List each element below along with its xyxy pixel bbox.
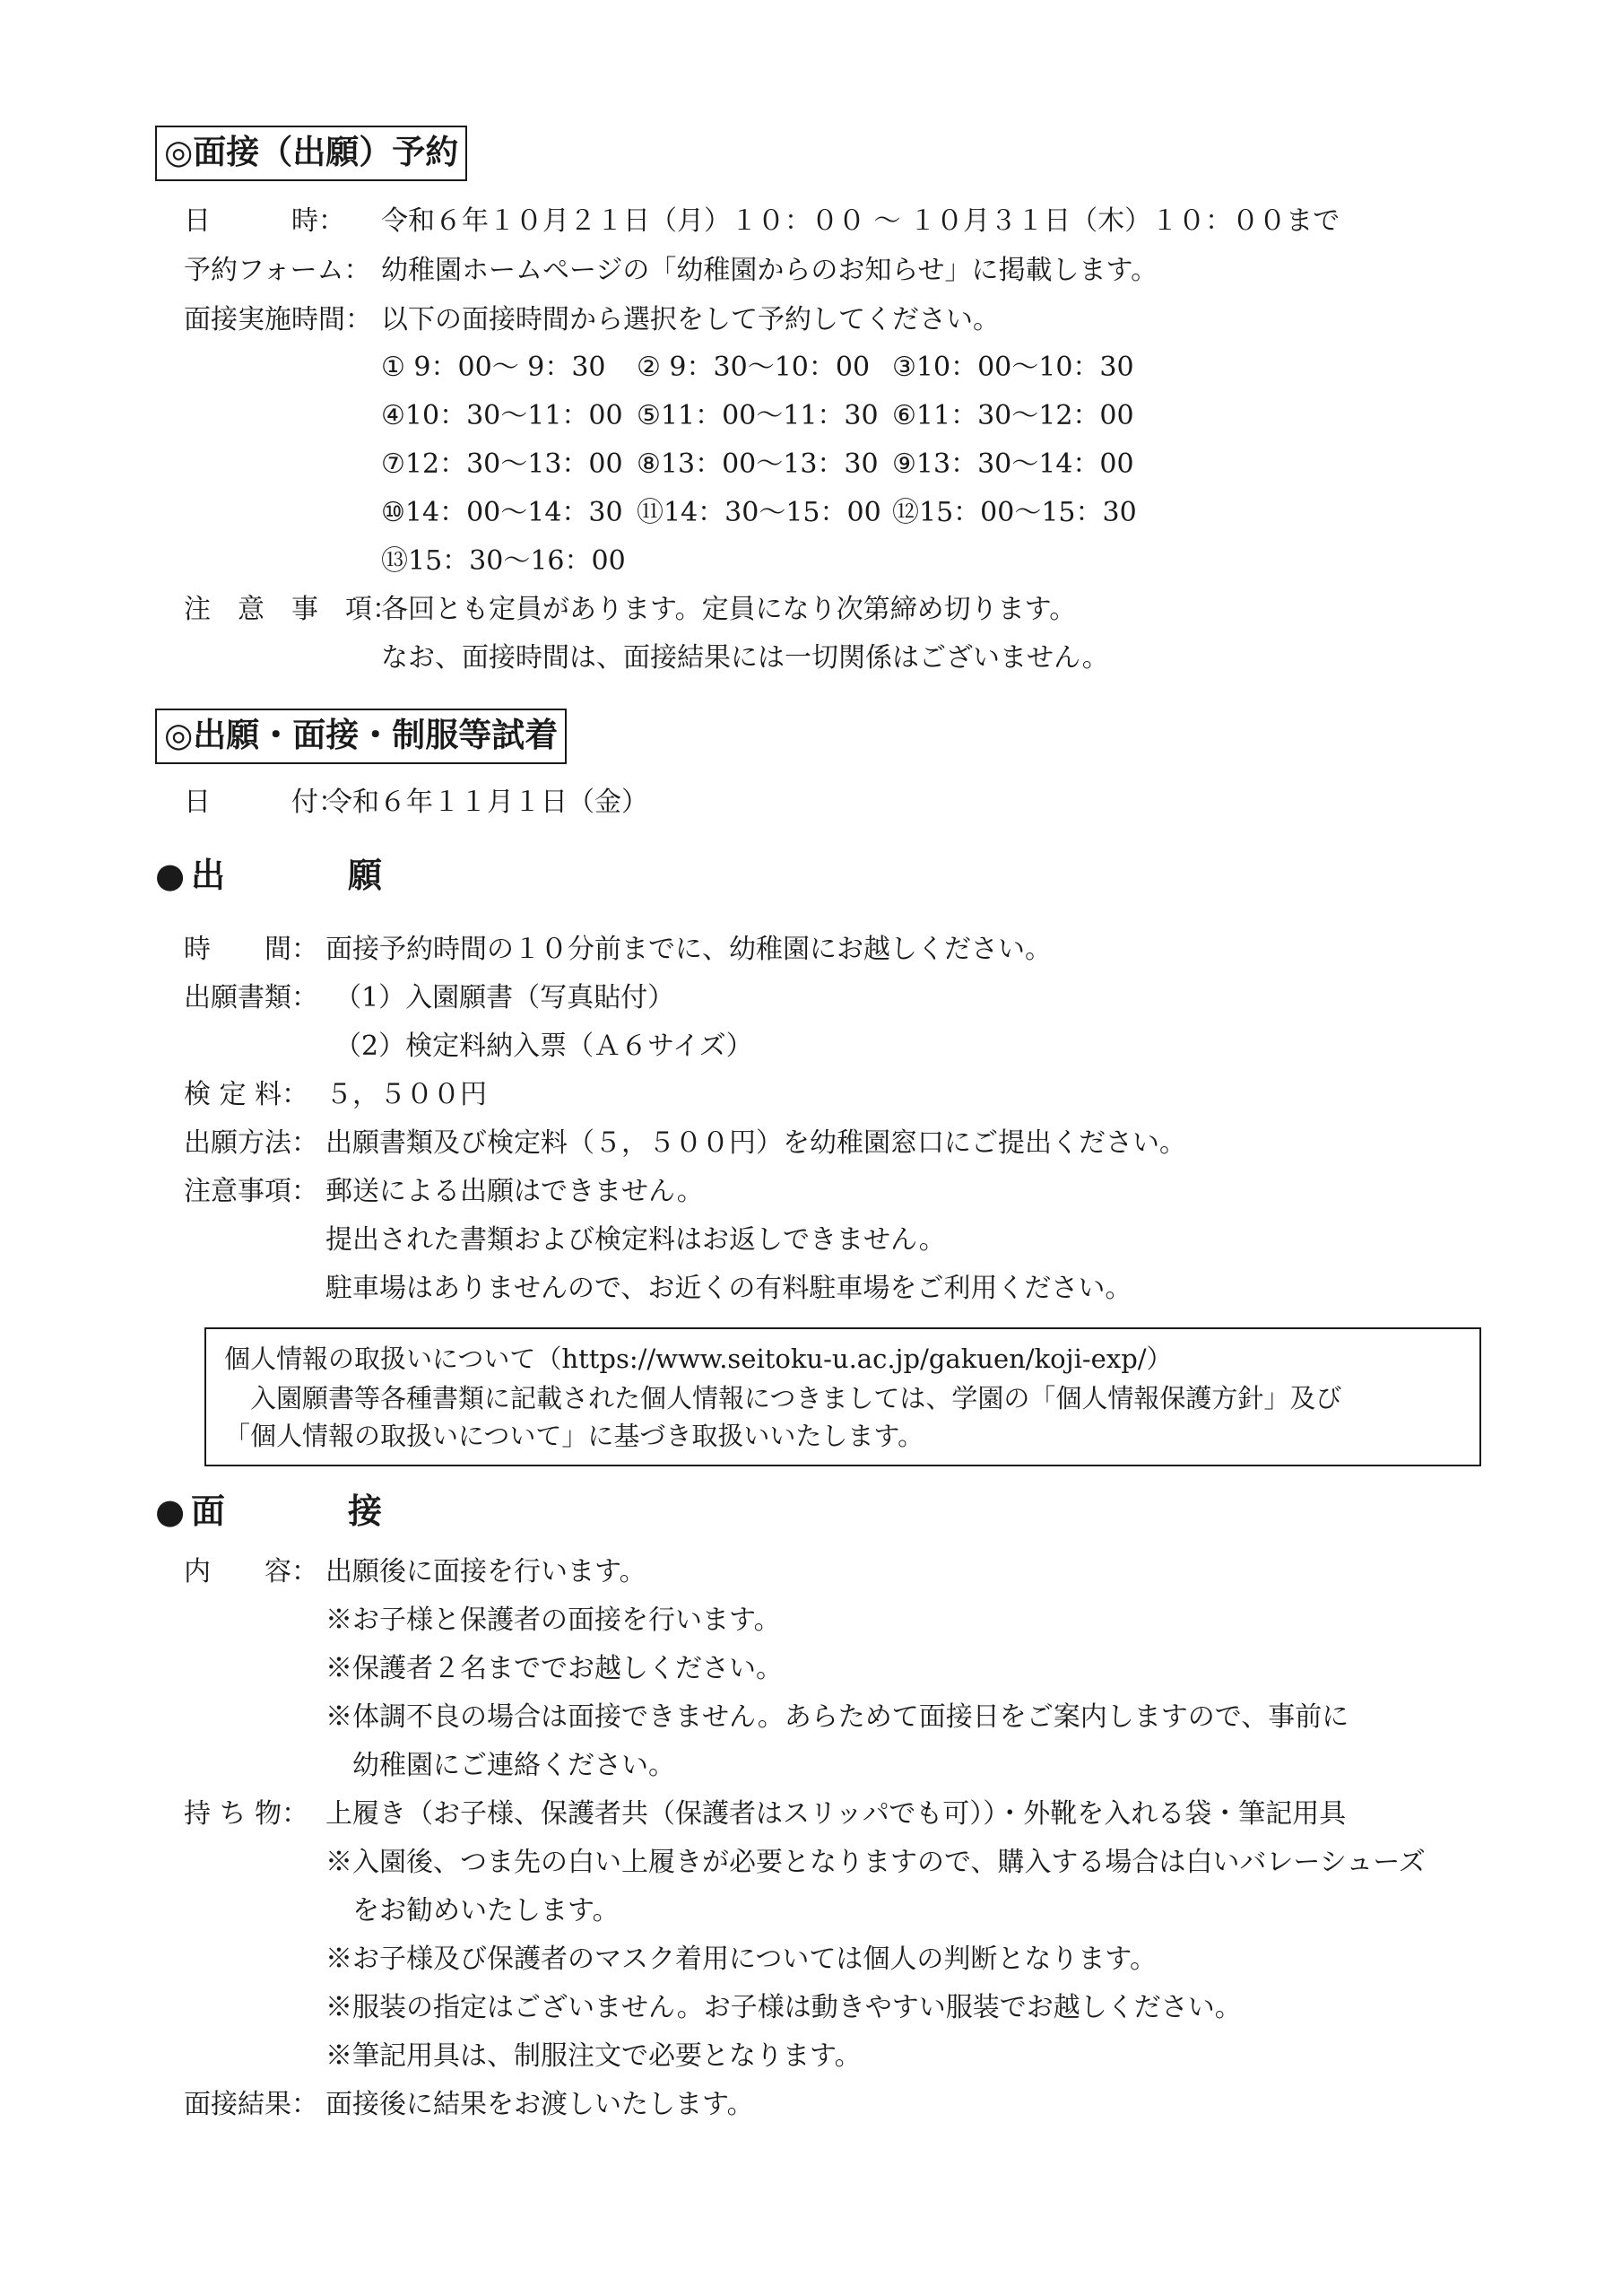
application-fee-label: 検 定 料：: [184, 1079, 309, 1110]
application-doc-item: （2）検定料納入票（Ａ６サイズ）: [334, 1031, 753, 1062]
application-method-value: 出願書類及び検定料（５，５００円）を幼稚園窓口にご提出ください。: [325, 1127, 1186, 1159]
application-day-value: 令和６年１１月１日（金）: [325, 787, 648, 818]
application-method-label: 出願方法：: [184, 1127, 318, 1159]
bullet-icon: ●: [155, 856, 186, 895]
time-slot: ③10：00～10：30: [892, 352, 1134, 383]
interview-heading-char: 面: [191, 1492, 226, 1531]
privacy-notice-title: 個人情報の取扱いについて（https://www.seitoku-u.ac.jp/gakuen/koji-exp/）: [224, 1344, 1173, 1374]
reservation-date-label: 日 時：: [184, 205, 345, 237]
interview-time-value: 以下の面接時間から選択をして予約してください。: [381, 304, 1000, 335]
application-time-value: 面接予約時間の１０分前までに、幼稚園にお越しください。: [325, 934, 1052, 965]
interview-content-label: 内 容：: [184, 1556, 318, 1587]
interview-time-label: 面接実施時間：: [184, 304, 372, 335]
time-slot: ⑤11：00～11：30: [637, 400, 879, 431]
reservation-notes-label: 注 意 事 項：: [184, 594, 399, 625]
interview-items-note: ※服装の指定はございません。お子様は動きやすい服装でお越しください。: [325, 1992, 1242, 2023]
time-slot: ⑩14：00～14：30: [381, 497, 623, 528]
reservation-form-value: 幼稚園ホームページの「幼稚園からのお知らせ」に掲載します。: [381, 255, 1158, 286]
interview-heading-char: 接: [348, 1492, 383, 1531]
interview-content-note: 幼稚園にご連絡ください。: [325, 1750, 675, 1781]
interview-content-note: ※保護者２名まででお越しください。: [325, 1653, 783, 1684]
time-slot: ⑪14：30～15：00: [637, 497, 881, 528]
time-slot: ④10：30～11：00: [381, 400, 623, 431]
reservation-note: なお、面接時間は、面接結果には一切関係はございません。: [381, 642, 1109, 674]
interview-items-label: 持 ち 物：: [184, 1798, 309, 1830]
interview-items-note: ※筆記用具は、制服注文で必要となります。: [325, 2040, 862, 2072]
section-reservation-title: ◎面接（出願）予約: [155, 126, 467, 181]
time-slot: ① 9：00～ 9：30: [381, 352, 606, 383]
bullet-icon: ●: [155, 1492, 186, 1531]
section-application-day-title: ◎出願・面接・制服等試着: [155, 709, 567, 764]
interview-result-value: 面接後に結果をお渡しいたします。: [325, 2089, 754, 2120]
interview-heading: [155, 1484, 383, 1538]
application-doc-item: （1）入園願書（写真貼付）: [334, 982, 675, 1013]
application-time-label: 時 間：: [184, 934, 318, 965]
interview-items-note: をお勧めいたします。: [325, 1895, 620, 1926]
interview-content-note: ※体調不良の場合は面接できません。あらためて面接日をご案内しますので、事前に: [325, 1701, 1349, 1733]
interview-items-value: 上履き（お子様、保護者共（保護者はスリッパでも可））・外靴を入れる袋・筆記用具: [325, 1798, 1347, 1830]
application-note: 郵送による出願はできません。: [325, 1176, 704, 1207]
privacy-notice-box: [204, 1327, 1481, 1466]
application-note: 駐車場はありませんので、お近くの有料駐車場をご利用ください。: [325, 1273, 1132, 1304]
application-docs-label: 出願書類：: [184, 982, 318, 1013]
reservation-note: 各回とも定員があります。定員になり次第締め切ります。: [381, 594, 1077, 625]
reservation-date-value: 令和６年１０月２１日（月）１０：００ ～ １０月３１日（木）１０：００まで: [381, 205, 1340, 237]
application-day-label: 日 付：: [184, 787, 345, 818]
interview-items-note: ※入園後、つま先の白い上履きが必要となりますので、購入する場合は白いバレーシューズ: [325, 1847, 1426, 1878]
application-notes-label: 注意事項：: [184, 1176, 318, 1207]
time-slot: ⑨13：30～14：00: [892, 448, 1134, 480]
time-slot: ② 9：30～10：00: [637, 352, 871, 383]
time-slot: ⑫15：00～15：30: [892, 497, 1137, 528]
privacy-notice-text: 入園願書等各種書類に記載された個人情報につきましては、学園の「個人情報保護方針」及び: [224, 1383, 1342, 1413]
application-note: 提出された書類および検定料はお返しできません。: [325, 1224, 946, 1256]
application-heading: [155, 848, 383, 902]
application-heading-char: 出: [191, 856, 226, 895]
application-heading-char: 願: [348, 856, 383, 895]
privacy-notice-text: 「個人情報の取扱いについて」に基づき取扱いいたします。: [224, 1421, 924, 1451]
time-slot: ⑦12：30～13：00: [381, 448, 623, 480]
interview-items-note: ※お子様及び保護者のマスク着用については個人の判断となります。: [325, 1944, 1157, 1975]
reservation-form-label: 予約フォーム：: [184, 255, 371, 286]
interview-content-note: ※お子様と保護者の面接を行います。: [325, 1605, 781, 1636]
application-fee-value: ５，５００円: [325, 1079, 487, 1110]
interview-content-value: 出願後に面接を行います。: [325, 1556, 646, 1587]
interview-result-label: 面接結果：: [184, 2089, 318, 2120]
time-slot: ⑬15：30～16：00: [381, 545, 626, 577]
time-slot: ⑥11：30～12：00: [892, 400, 1134, 431]
time-slot: ⑧13：00～13：30: [637, 448, 879, 480]
